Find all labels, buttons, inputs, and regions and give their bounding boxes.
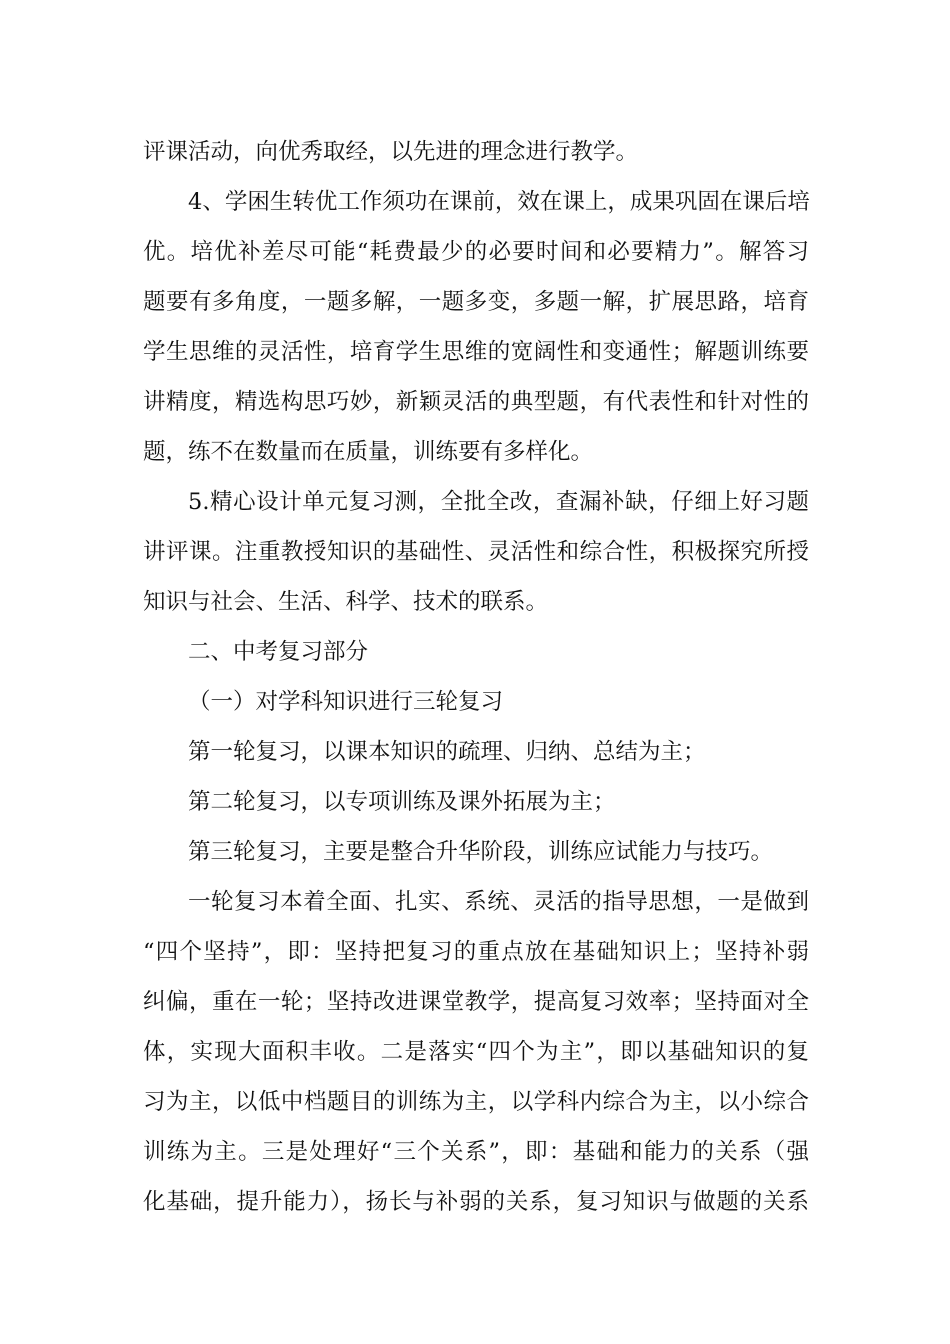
paragraph-line: 知识与社会、生活、科学、技术的联系。 xyxy=(143,589,549,615)
paragraph-line: 5.精心设计单元复习测，全批全改，查漏补缺，仔细上好习题 xyxy=(188,489,809,515)
paragraph-line: 优。培优补差尽可能“耗费最少的必要时间和必要精力”。解答习 xyxy=(143,239,809,265)
paragraph-line: 第三轮复习，主要是整合升华阶段，训练应试能力与技巧。 xyxy=(188,839,774,865)
paragraph-line: “四个坚持”，即：坚持把复习的重点放在基础知识上；坚持补弱 xyxy=(143,939,809,965)
paragraph-line: 学生思维的灵活性，培育学生思维的宽阔性和变通性；解题训练要 xyxy=(143,339,809,365)
paragraph-line: 一轮复习本着全面、扎实、系统、灵活的指导思想，一是做到 xyxy=(188,889,809,915)
paragraph-line: 习为主，以低中档题目的训练为主，以学科内综合为主，以小综合 xyxy=(143,1089,809,1115)
paragraph-line: 纠偏，重在一轮；坚持改进课堂教学，提高复习效率；坚持面对全 xyxy=(143,989,809,1015)
paragraph-line: 体，实现大面积丰收。二是落实“四个为主”，即以基础知识的复 xyxy=(143,1039,809,1065)
paragraph-line: 训练为主。三是处理好“三个关系”，即：基础和能力的关系（强 xyxy=(143,1139,809,1165)
paragraph-line: 题要有多角度，一题多解，一题多变，多题一解，扩展思路，培育 xyxy=(143,289,809,315)
paragraph-line: 题，练不在数量而在质量，训练要有多样化。 xyxy=(143,439,594,465)
paragraph-line: 讲精度，精选构思巧妙，新颖灵活的典型题，有代表性和针对性的 xyxy=(143,389,809,415)
subsection-heading: （一）对学科知识进行三轮复习 xyxy=(188,689,504,715)
section-heading: 二、中考复习部分 xyxy=(188,639,369,665)
paragraph-line: 讲评课。注重教授知识的基础性、灵活性和综合性，积极探究所授 xyxy=(143,539,809,565)
paragraph-line: 4、学困生转优工作须功在课前，效在课上，成果巩固在课后培 xyxy=(188,189,810,215)
paragraph-line: 评课活动，向优秀取经，以先进的理念进行教学。 xyxy=(143,139,639,165)
paragraph-line: 化基础，提升能力），扬长与补弱的关系，复习知识与做题的关系 xyxy=(143,1189,809,1215)
paragraph-line: 第一轮复习，以课本知识的疏理、归纳、总结为主； xyxy=(188,739,706,765)
paragraph-line: 第二轮复习，以专项训练及课外拓展为主； xyxy=(188,789,616,815)
